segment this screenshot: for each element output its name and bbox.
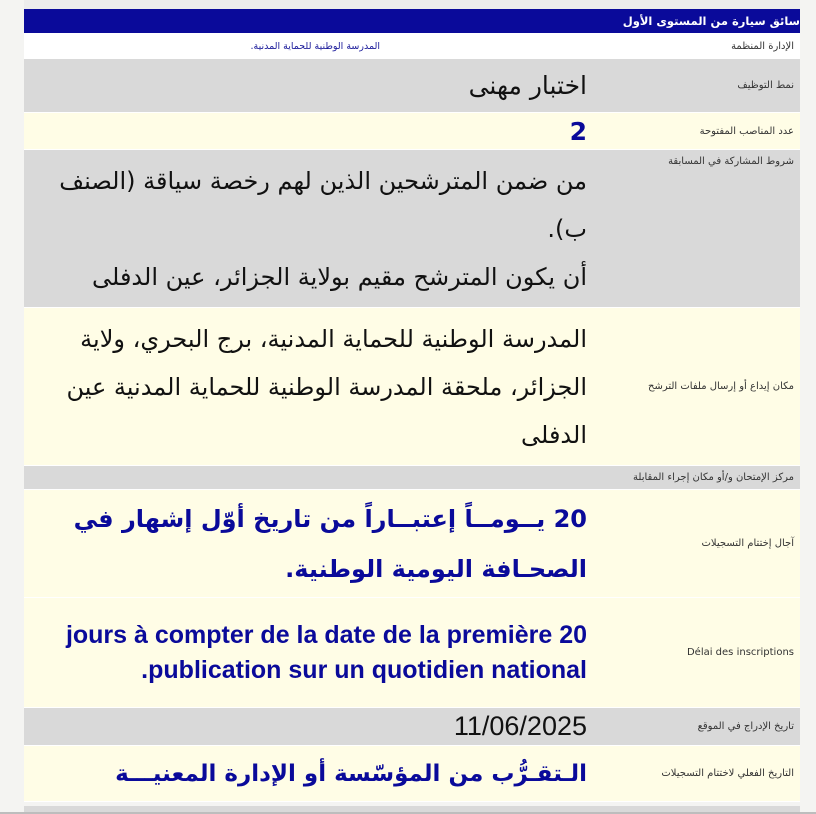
organizer-label: الإدارة المنظمة bbox=[595, 34, 800, 59]
posting-date-label: تاريخ الإدراج في الموقع bbox=[595, 708, 800, 746]
job-details-table bbox=[24, 9, 800, 802]
conditions-label: شروط المشاركة في المسابقة bbox=[595, 150, 800, 308]
actual-close-value: الـتقـرُّب من المؤسّسة أو الإدارة المعنيـــة bbox=[24, 746, 595, 802]
delai-cell bbox=[24, 598, 595, 708]
row-filing-place bbox=[24, 308, 800, 466]
recruitment-type-value: اختبار مهنى bbox=[24, 59, 595, 113]
top-strip bbox=[24, 0, 800, 9]
positions-label: عدد المناصب المفتوحة bbox=[595, 113, 800, 150]
organizer-value: المدرسة الوطنية للحماية المدنية. bbox=[24, 34, 595, 59]
deadline-value: 20 يــومــاً إعتبــاراً من تاريخ أوّل إشهار في الصحـافة اليومية الوطنية. bbox=[73, 504, 587, 583]
row-delai bbox=[24, 598, 800, 708]
recruitment-type-label: نمط التوظيف bbox=[595, 59, 800, 113]
row-conditions bbox=[24, 150, 800, 308]
row-deadline bbox=[24, 490, 800, 598]
posting-date-value: 11/06/2025 bbox=[24, 708, 595, 746]
conditions-value bbox=[24, 150, 595, 308]
positions-value: 2 bbox=[24, 113, 595, 150]
row-recruitment-type bbox=[24, 59, 800, 113]
row-exam-center bbox=[24, 466, 800, 490]
filing-place-label: مكان إيداع أو إرسال ملفات الترشح bbox=[595, 308, 800, 466]
delai-value: 20 jours à compter de la date de la première publication sur un quotidien national. bbox=[65, 620, 587, 684]
filing-place-value: المدرسة الوطنية للحماية المدنية، برج البحري، ولاية الجزائر، ملحقة المدرسة الوطنية للحماية المدنية عين الدفلى bbox=[24, 308, 595, 466]
row-actual-close bbox=[24, 746, 800, 802]
row-organizer bbox=[24, 34, 800, 59]
job-title: سائق سيارة من المستوى الأول bbox=[24, 9, 800, 34]
deadline-label: آجال إختتام التسجيلات bbox=[595, 490, 800, 598]
exam-center-label: مركز الإمتحان و/أو مكان إجراء المقابلة bbox=[24, 466, 800, 490]
actual-close-label: التاريخ الفعلي لاختتام التسجيلات bbox=[595, 746, 800, 802]
row-positions bbox=[24, 113, 800, 150]
condition-line-1: من ضمن المترشحين الذين لهم رخصة سياقة (الصنف ب). bbox=[59, 166, 587, 243]
delai-label: Délai des inscriptions bbox=[595, 598, 800, 708]
header-row bbox=[24, 9, 800, 34]
row-posting-date bbox=[24, 708, 800, 746]
deadline-cell bbox=[24, 490, 595, 598]
condition-line-2: أن يكون المترشح مقيم بولاية الجزائر، عين الدفلى bbox=[92, 262, 587, 291]
